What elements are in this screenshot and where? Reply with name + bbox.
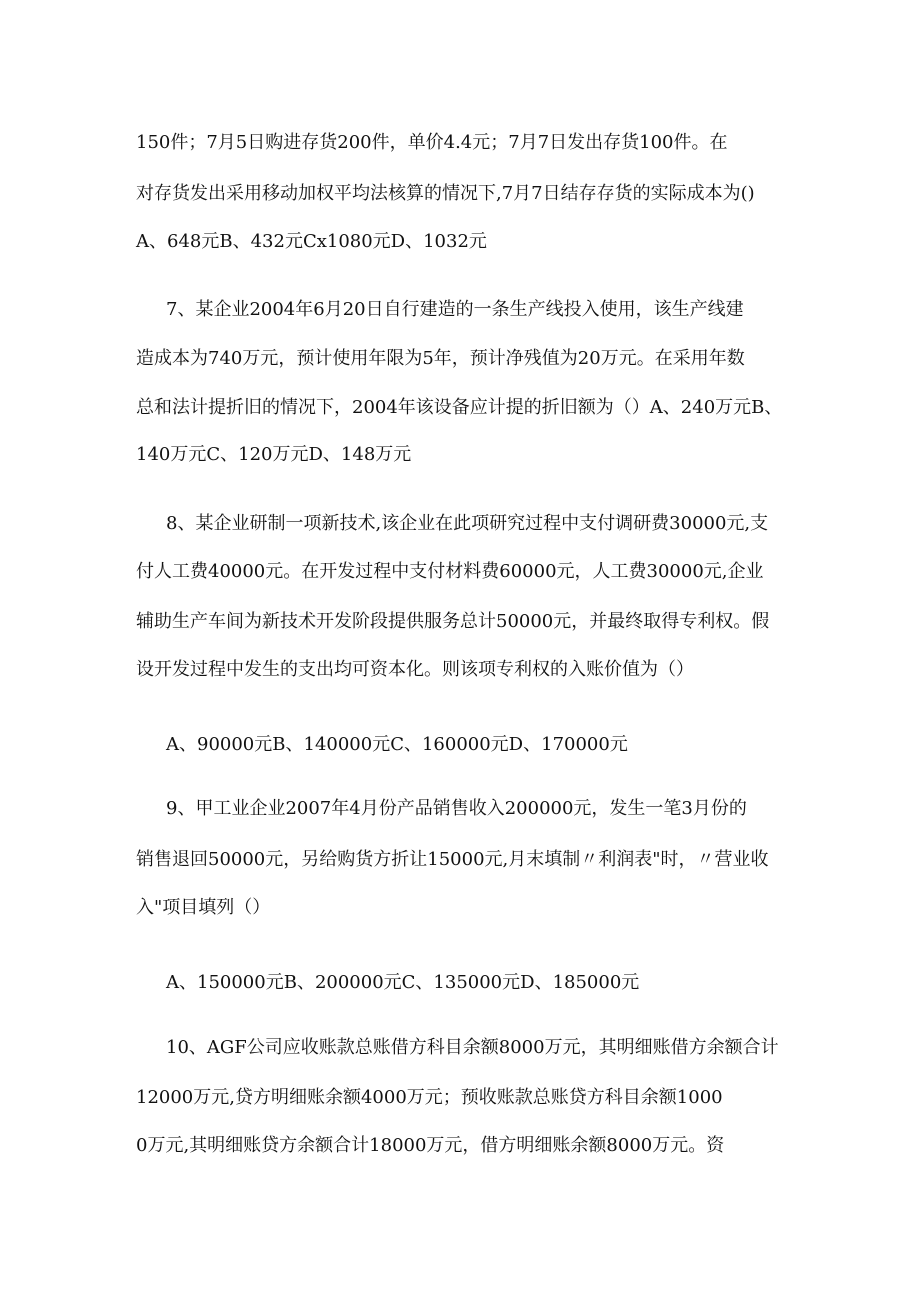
text-line: 付人工费40000元。在开发过程中支付材料费60000元，人工费30000元,企业 xyxy=(136,561,764,582)
text-line: 0万元,其明细账贷方余额合计18000万元，借方明细账余额8000万元。资 xyxy=(136,1135,725,1156)
answer-options: A、648元B、432元Cx1080元D、1032元 xyxy=(136,231,487,252)
question-9-line: 9、甲工业企业2007年4月份产品销售收入200000元，发生一笔3月份的 xyxy=(166,798,747,819)
answer-options: A、150000元B、200000元C、135000元D、185000元 xyxy=(166,972,640,993)
answer-options: A、90000元B、140000元C、160000元D、170000元 xyxy=(166,734,628,755)
text-line: 入"项目填列（） xyxy=(136,897,271,918)
text-line: 12000万元,贷方明细账余额4000万元；预收账款总账贷方科目余额1000 xyxy=(136,1087,723,1108)
question-7-line: 7、某企业2004年6月20日自行建造的一条生产线投入使用，该生产线建 xyxy=(166,299,744,320)
text-line: 辅助生产车间为新技术开发阶段提供服务总计50000元，并最终取得专利权。假 xyxy=(136,611,770,632)
text-line: 造成本为740万元，预计使用年限为5年，预计净残值为20万元。在采用年数 xyxy=(136,348,745,369)
text-line: 150件；7月5日购进存货200件，单价4.4元；7月7日发出存货100件。在 xyxy=(136,132,728,153)
text-line: 对存货发出采用移动加权平均法核算的情况下,7月7日结存存货的实际成本为() xyxy=(136,183,755,204)
answer-options: 140万元C、120万元D、148万元 xyxy=(136,444,412,465)
question-10-line: 10、AGF公司应收账款总账借方科目余额8000万元，其明细账借方余额合计 xyxy=(166,1037,779,1058)
text-line: 销售退回50000元，另给购货方折让15000元,月末填制〃利润表"时，〃营业收 xyxy=(136,849,769,870)
question-8-line: 8、某企业研制一项新技术,该企业在此项研究过程中支付调研费30000元,支 xyxy=(166,513,769,534)
text-line: 设开发过程中发生的支出均可资本化。则该项专利权的入账价值为（） xyxy=(136,659,694,680)
text-line: 总和法计提折旧的情况下，2004年该设备应计提的折旧额为（）A、240万元B、 xyxy=(136,397,783,418)
